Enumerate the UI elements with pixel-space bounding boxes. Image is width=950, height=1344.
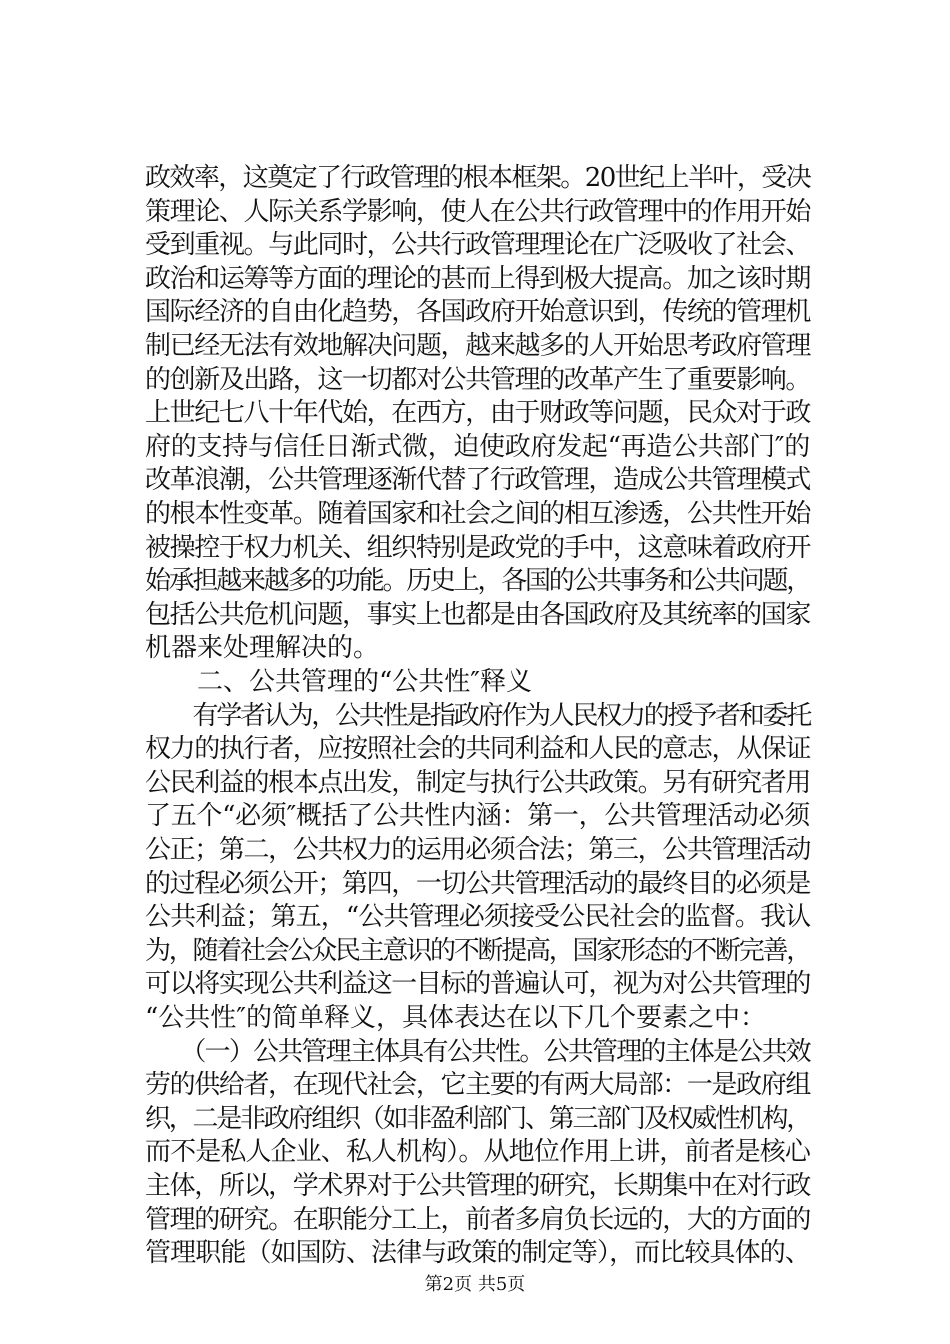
text-line: 政治和运筹等方面的理论的甚而上得到极大提高。加之该时期: [145, 263, 811, 294]
text-line: 受到重视。与此同时，公共行政管理理论在广泛吸收了社会、: [145, 230, 811, 261]
text-line: 织，二是非政府组织（如非盈利部门、第三部门及权威性机构，: [145, 1103, 811, 1134]
page-footer: 第2页 共5页: [424, 1274, 526, 1295]
text-line: 机器来处理解决的。: [145, 633, 380, 664]
text-line: 的创新及出路，这一切都对公共管理的改革产生了重要影响。: [145, 364, 811, 395]
text-line: 的根本性变革。随着国家和社会之间的相互渗透，公共性开始: [145, 499, 811, 529]
text-line: 公共利益；第五，“公共管理必须接受公民社会的监督。我认: [145, 902, 811, 933]
text-line: 而不是私人企业、私人机构）。从地位作用上讲，前者是核心: [145, 1137, 810, 1168]
text-line: 权力的执行者，应按照社会的共同利益和人民的意志，从保证: [145, 734, 811, 765]
text-line: 国际经济的自由化趋势，各国政府开始意识到，传统的管理机: [145, 297, 811, 328]
text-line: 始承担越来越多的功能。历史上，各国的公共事务和公共问题，: [145, 566, 811, 597]
text-line: 劳的供给者，在现代社会，它主要的有两大局部：一是政府组: [145, 1070, 811, 1101]
text-line: 的过程必须公开；第四，一切公共管理活动的最终目的必须是: [145, 868, 811, 899]
text-line: 政效率，这奠定了行政管理的根本框架。20世纪上半叶，受决: [145, 163, 811, 193]
text-line: 府的支持与信任日渐式微，迫使政府发起“再造公共部门″的: [145, 431, 810, 462]
text-line: 管理职能（如国防、法律与政策的制定等），而比较具体的、: [145, 1238, 810, 1269]
text-line: 可以将实现公共利益这一目标的普遍认可，视为对公共管理的: [145, 969, 811, 1000]
text-line: 被操控于权力机关、组织特别是政党的手中，这意味着政府开: [145, 532, 811, 563]
text-line: 为，随着社会公众民主意识的不断提高，国家形态的不断完善，: [145, 935, 811, 966]
text-line: 有学者认为，公共性是指政府作为人民权力的授予者和委托: [145, 700, 811, 731]
text-line: 上世纪七八十年代始，在西方，由于财政等问题，民众对于政: [145, 398, 811, 429]
text-line: 制已经无法有效地解决问题，越来越多的人开始思考政府管理: [145, 331, 811, 361]
text-line: “公共性″的简单释义，具体表达在以下几个要素之中：: [145, 1003, 767, 1033]
text-line: （一）公共管理主体具有公共性。公共管理的主体是公共效: [145, 1036, 810, 1067]
text-line: 策理论、人际关系学影响，使人在公共行政管理中的作用开始: [145, 196, 811, 227]
text-line: 二、公共管理的“公共性″释义: [145, 667, 533, 697]
text-line: 改革浪潮，公共管理逐渐代替了行政管理，造成公共管理模式: [145, 465, 811, 496]
text-line: 公正；第二，公共权力的运用必须合法；第三，公共管理活动: [145, 835, 811, 865]
text-line: 包括公共危机问题，事实上也都是由各国政府及其统率的国家: [145, 599, 811, 630]
text-line: 公民利益的根本点出发，制定与执行公共政策。另有研究者用: [145, 767, 811, 798]
text-line: 了五个“必须″概括了公共性内涵：第一，公共管理活动必须: [145, 801, 810, 832]
text-line: 主体，所以，学术界对于公共管理的研究，长期集中在对行政: [145, 1171, 811, 1201]
text-line: 管理的研究。在职能分工上，前者多肩负长远的，大的方面的: [145, 1204, 811, 1235]
